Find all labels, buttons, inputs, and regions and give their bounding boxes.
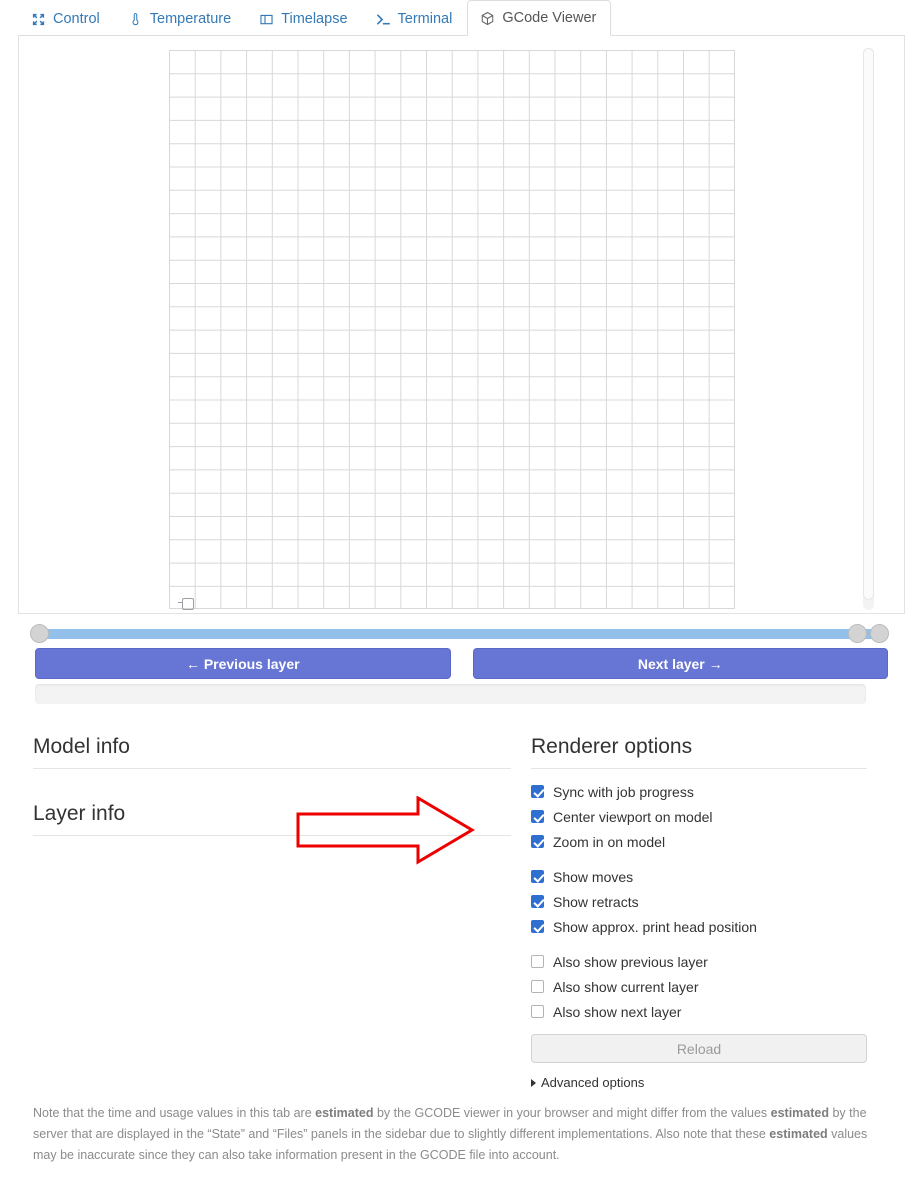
note-part-4: values may be inaccurate since they can also take information present in the GCODE file into account. [33,1127,868,1162]
option-show-moves[interactable] [531,864,867,889]
tab-label: Timelapse [281,11,348,27]
note-part-1: Note that the time and usage values in this tab are [33,1106,316,1120]
tab-timelapse[interactable] [246,1,362,36]
option-sync-with-job-progress[interactable] [531,779,867,804]
renderer-options-group-display [531,864,867,939]
option-label[interactable]: Zoom in on model [553,833,666,850]
terminal-prompt-icon [376,12,391,27]
option-show-approx-print-head-position[interactable] [531,914,867,939]
tab-bar [18,0,905,36]
tab-temperature[interactable] [115,1,246,36]
print-head-position-marker [182,598,194,610]
gcode-canvas-panel[interactable] [18,36,905,614]
tab-label: Temperature [149,11,232,27]
show-retracts-checkbox[interactable] [531,895,544,908]
option-show-retracts[interactable] [531,889,867,914]
layer-slider-handle-start[interactable] [30,624,49,643]
option-label[interactable]: Sync with job progress [553,783,694,800]
option-label[interactable]: Also show next layer [553,1003,682,1020]
reload-button[interactable]: Reload [531,1034,867,1063]
option-label[interactable]: Also show previous layer [553,953,708,970]
note-part-2: by the GCODE viewer in your browser and might differ from the values [373,1106,771,1120]
layer-slider-handle-mid[interactable] [848,624,867,643]
option-label[interactable]: Also show current layer [553,978,699,995]
layer-slider-track[interactable] [40,629,880,639]
show-moves-checkbox[interactable] [531,870,544,883]
note-bold-2: estimated [770,1106,829,1120]
viewer-vertical-scrollbar[interactable] [863,48,874,610]
option-label[interactable]: Show moves [553,868,634,885]
previous-layer-button[interactable]: ← Previous layer [35,648,451,679]
caret-right-icon [531,1079,536,1087]
renderer-options-group-view [531,779,867,854]
option-center-viewport-on-model[interactable] [531,804,867,829]
renderer-options-title: Renderer options [531,735,867,769]
info-column [33,735,511,846]
option-label[interactable]: Show approx. print head position [553,918,757,935]
tab-label: GCode Viewer [502,10,597,26]
sync-with-job-progress-checkbox[interactable] [531,785,544,798]
option-also-show-current-layer[interactable] [531,974,867,999]
renderer-options-group-layers [531,949,867,1024]
layer-slider-handle-end[interactable] [870,624,889,643]
also-show-next-layer-checkbox[interactable] [531,1005,544,1018]
cube-icon [480,11,495,26]
gcode-render-grid[interactable] [169,50,735,609]
note-part-3: by the server that are displayed in the “State” and “Files” panels in the sidebar due to slightly different implementations. Also note that these [33,1106,867,1141]
layer-navigation [35,648,888,680]
option-label[interactable]: Show retracts [553,893,639,910]
tab-control[interactable] [18,1,115,36]
tab-label: Control [53,11,100,27]
layer-slider[interactable] [30,622,890,646]
option-zoom-in-on-model[interactable] [531,829,867,854]
thermometer-icon [128,12,143,27]
tab-label: Terminal [397,11,453,27]
film-icon [259,12,274,27]
center-viewport-on-model-checkbox[interactable] [531,810,544,823]
also-show-previous-layer-checkbox[interactable] [531,955,544,968]
tab-terminal[interactable] [363,1,468,36]
advanced-options-toggle[interactable] [531,1075,867,1090]
zoom-in-on-model-checkbox[interactable] [531,835,544,848]
layer-info-title: Layer info [33,802,511,836]
option-also-show-previous-layer[interactable] [531,949,867,974]
job-progress-bar [35,684,866,704]
advanced-options-label: Advanced options [541,1075,645,1090]
footer-note [33,1103,873,1166]
option-also-show-next-layer[interactable] [531,999,867,1024]
note-bold-1: estimated [315,1106,374,1120]
note-bold-3: estimated [769,1127,828,1141]
tab-gcode-viewer[interactable] [467,0,611,36]
renderer-options-column [531,735,867,1090]
arrows-move-icon [31,12,46,27]
option-label[interactable]: Center viewport on model [553,808,713,825]
next-layer-button[interactable]: Next layer → [473,648,889,679]
bed-grid [169,50,735,609]
scrollbar-thumb[interactable] [863,48,874,600]
also-show-current-layer-checkbox[interactable] [531,980,544,993]
model-info-title: Model info [33,735,511,769]
show-approx-print-head-position-checkbox[interactable] [531,920,544,933]
